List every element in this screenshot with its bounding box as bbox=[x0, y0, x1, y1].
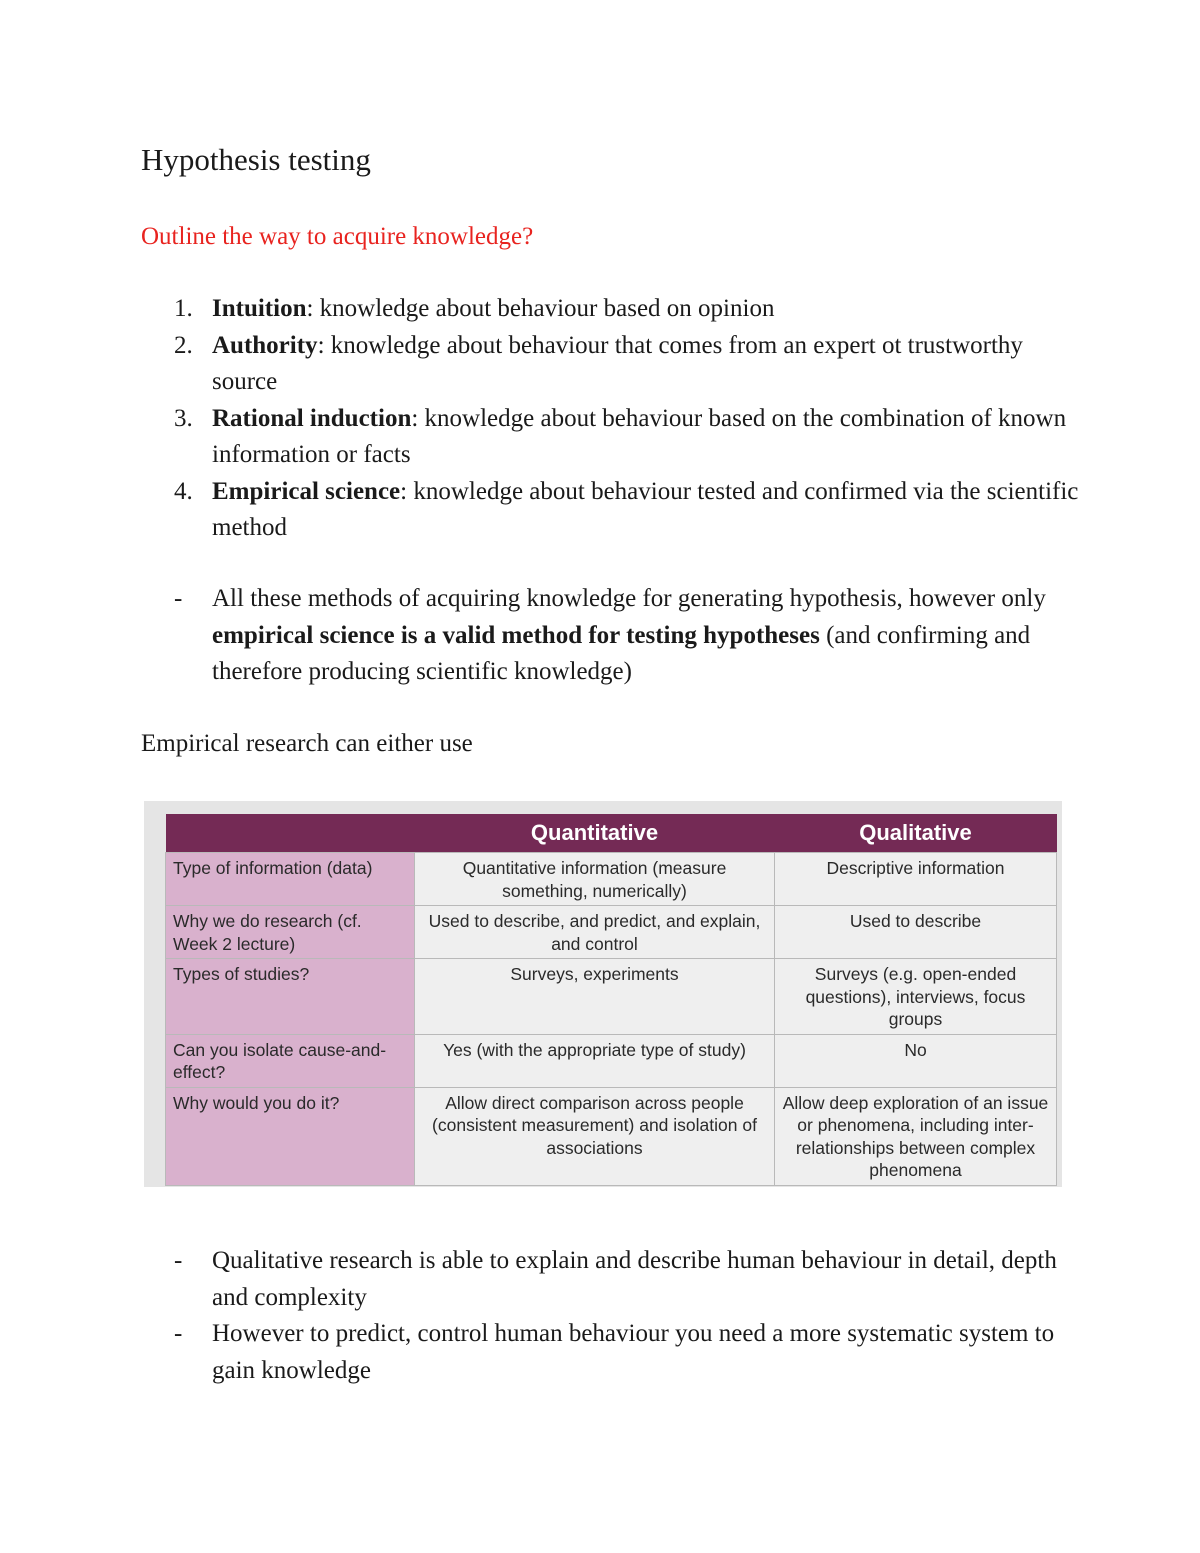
list-number: 4. bbox=[174, 477, 193, 505]
qualitative-cell: No bbox=[775, 1034, 1057, 1087]
quantitative-cell: Used to describe, and predict, and explain, and control bbox=[415, 906, 775, 959]
list-item bbox=[141, 1316, 1081, 1389]
method-description: : knowledge about behaviour tested and confirmed via the scientific method bbox=[212, 477, 1079, 541]
list-item bbox=[141, 291, 1081, 328]
list-item bbox=[141, 581, 1081, 691]
quantitative-cell: Yes (with the appropriate type of study) bbox=[415, 1034, 775, 1087]
header-quantitative: Quantitative bbox=[415, 814, 775, 853]
note-emphasis: empirical science is a valid method for testing hypotheses bbox=[212, 621, 820, 649]
comparison-table bbox=[165, 814, 1057, 1186]
row-label: Type of information (data) bbox=[166, 853, 415, 906]
quantitative-cell: Quantitative information (measure something, numerically) bbox=[415, 853, 775, 906]
header-qualitative: Qualitative bbox=[775, 814, 1057, 853]
page-title: Hypothesis testing bbox=[141, 142, 371, 177]
question-heading: Outline the way to acquire knowledge? bbox=[141, 223, 534, 250]
list-dash: - bbox=[174, 1320, 183, 1347]
comparison-table-image bbox=[144, 801, 1062, 1187]
quantitative-cell: Surveys, experiments bbox=[415, 959, 775, 1035]
note-list bbox=[141, 581, 1081, 691]
list-number: 2. bbox=[174, 331, 193, 359]
method-description: : knowledge about behaviour based on opinion bbox=[306, 295, 775, 322]
table-row bbox=[166, 1087, 1057, 1185]
table-row bbox=[166, 1034, 1057, 1087]
method-term: Empirical science bbox=[212, 477, 401, 505]
method-description: : knowledge about behaviour based on the combination of known information or facts bbox=[212, 404, 1067, 468]
row-label: Types of studies? bbox=[166, 959, 415, 1035]
quantitative-cell: Allow direct comparison across people (consistent measurement) and isolation of associations bbox=[415, 1087, 775, 1185]
list-number: 1. bbox=[174, 295, 193, 322]
table-row bbox=[166, 959, 1057, 1035]
note-text: Qualitative research is able to explain and describe human behaviour in detail, depth and complexity bbox=[212, 1247, 1057, 1311]
qualitative-cell: Surveys (e.g. open-ended questions), interviews, focus groups bbox=[775, 959, 1057, 1035]
header-blank bbox=[166, 814, 415, 853]
table-row bbox=[166, 906, 1057, 959]
list-item bbox=[141, 1243, 1081, 1316]
row-label: Why we do research (cf. Week 2 lecture) bbox=[166, 906, 415, 959]
note-text-end: (and confirming and therefore producing scientific knowledge) bbox=[212, 621, 1031, 685]
method-term: Rational induction bbox=[212, 404, 412, 432]
empirical-intro: Empirical research can either use bbox=[141, 730, 473, 757]
method-term: Authority bbox=[212, 331, 318, 359]
qualitative-cell: Allow deep exploration of an issue or phenomena, including inter-relationships between complex phenomena bbox=[775, 1087, 1057, 1185]
methods-list bbox=[141, 291, 1081, 547]
note-text: All these methods of acquiring knowledge for generating hypothesis, however only bbox=[212, 585, 1046, 612]
qualitative-cell: Used to describe bbox=[775, 906, 1057, 959]
method-description: : knowledge about behaviour that comes from an expert ot trustworthy source bbox=[212, 331, 1023, 395]
row-label: Why would you do it? bbox=[166, 1087, 415, 1185]
note-text: However to predict, control human behaviour you need a more systematic system to gain knowledge bbox=[212, 1320, 1055, 1384]
list-item bbox=[141, 401, 1081, 474]
method-term: Intuition bbox=[212, 295, 307, 322]
list-dash: - bbox=[174, 585, 183, 612]
conclusion-list bbox=[141, 1243, 1081, 1389]
list-item bbox=[141, 474, 1081, 547]
qualitative-cell: Descriptive information bbox=[775, 853, 1057, 906]
list-number: 3. bbox=[174, 404, 193, 432]
table-row bbox=[166, 853, 1057, 906]
list-item bbox=[141, 328, 1081, 401]
list-dash: - bbox=[174, 1247, 183, 1274]
table-header-row bbox=[166, 814, 1057, 853]
row-label: Can you isolate cause-and-effect? bbox=[166, 1034, 415, 1087]
